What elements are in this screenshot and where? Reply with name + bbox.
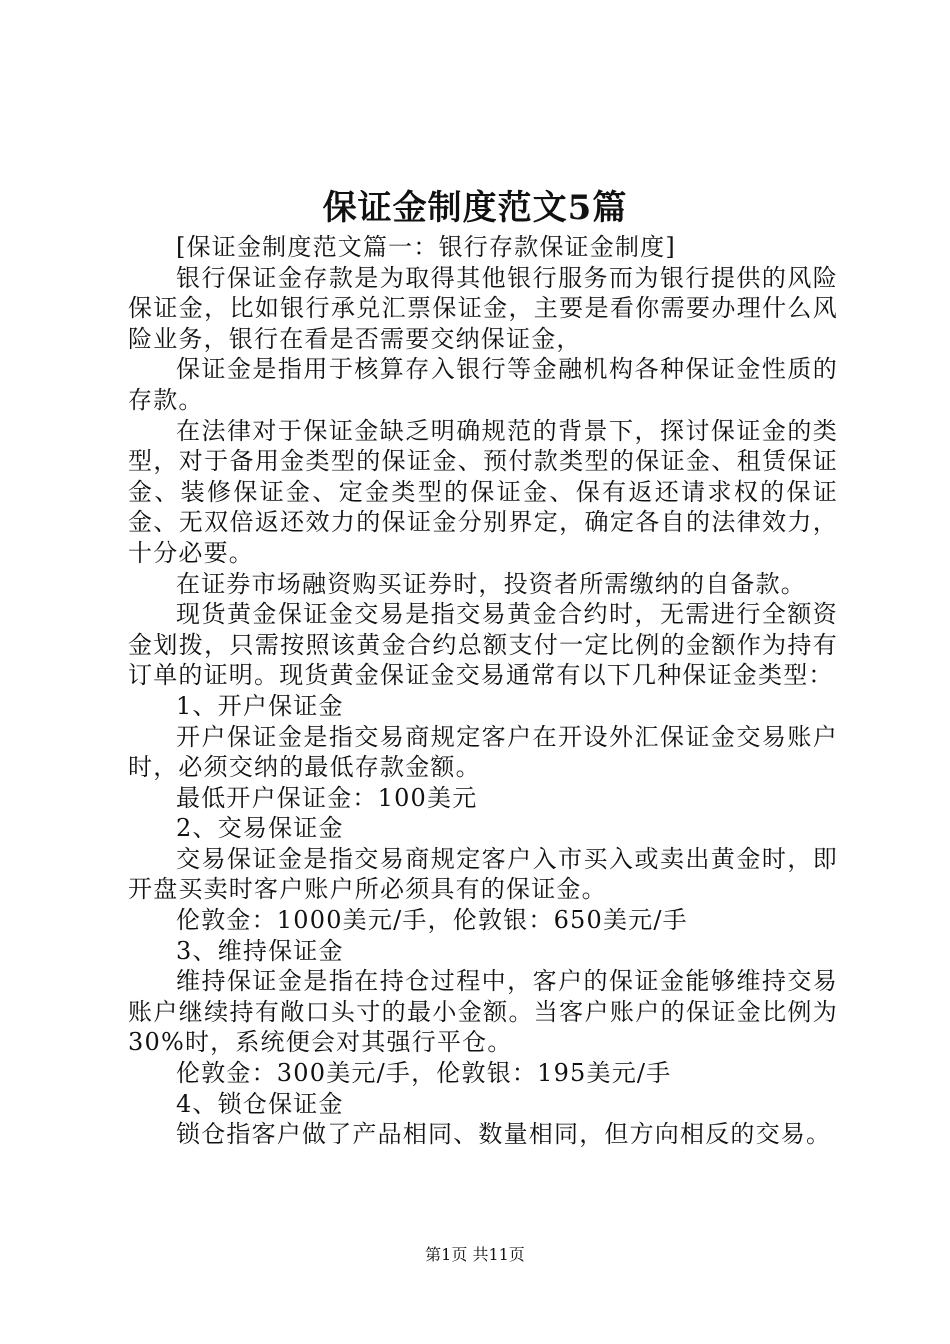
body-paragraph: 开户保证金是指交易商规定客户在开设外汇保证金交易账户时，必须交纳的最低存款金额。: [128, 722, 838, 782]
list-heading: 4、锁仓保证金: [176, 1089, 344, 1118]
body-paragraph: 现货黄金保证金交易是指交易黄金合约时，无需进行全额资金划拨，只需按照该黄金合约总额支付一定比例的金额作为持有订单的证明。现货黄金保证金交易通常有以下几种保证金类型：: [128, 600, 838, 690]
body-paragraph: 锁仓指客户做了产品相同、数量相同，但方向相反的交易。: [176, 1120, 832, 1149]
document-body: [128, 232, 838, 1150]
list-heading: 1、开户保证金: [176, 691, 344, 720]
section-heading: [保证金制度范文篇一：银行存款保证金制度]: [176, 233, 676, 261]
body-paragraph: 交易保证金是指交易商规定客户入市买入或卖出黄金时，即开盘买卖时客户账户所必须具有的保证金。: [128, 844, 838, 904]
body-paragraph: 在法律对于保证金缺乏明确规范的背景下，探讨保证金的类型，对于备用金类型的保证金、预付款类型的保证金、租赁保证金、装修保证金、定金类型的保证金、保有返还请求权的保证金、无双倍返还效力的保证金分别界定，确定各自的法律效力，十分必要。: [128, 416, 838, 567]
body-paragraph: 伦敦金：300美元/手，伦敦银：195美元/手: [176, 1059, 672, 1088]
list-heading: 3、维持保证金: [176, 936, 344, 965]
body-paragraph: 最低开户保证金：100美元: [176, 783, 478, 812]
body-paragraph: 保证金是指用于核算存入银行等金融机构各种保证金性质的存款。: [128, 355, 838, 414]
body-paragraph: 伦敦金：1000美元/手，伦敦银：650美元/手: [176, 906, 688, 935]
list-heading: 2、交易保证金: [176, 814, 344, 843]
body-paragraph: 维持保证金是指在持仓过程中，客户的保证金能够维持交易账户继续持有敞口头寸的最小金额。当客户账户的保证金比例为30%时，系统便会对其强行平仓。: [128, 967, 838, 1057]
page-number-footer: 第1页 共11页: [425, 1245, 525, 1264]
body-paragraph: 在证券市场融资购买证券时，投资者所需缴纳的自备款。: [176, 569, 806, 598]
body-paragraph: 银行保证金存款是为取得其他银行服务而为银行提供的风险保证金，比如银行承兑汇票保证金，主要是看你需要办理什么风险业务，银行在看是否需要交纳保证金，: [128, 263, 838, 353]
document-title: 保证金制度范文5篇: [322, 188, 628, 228]
